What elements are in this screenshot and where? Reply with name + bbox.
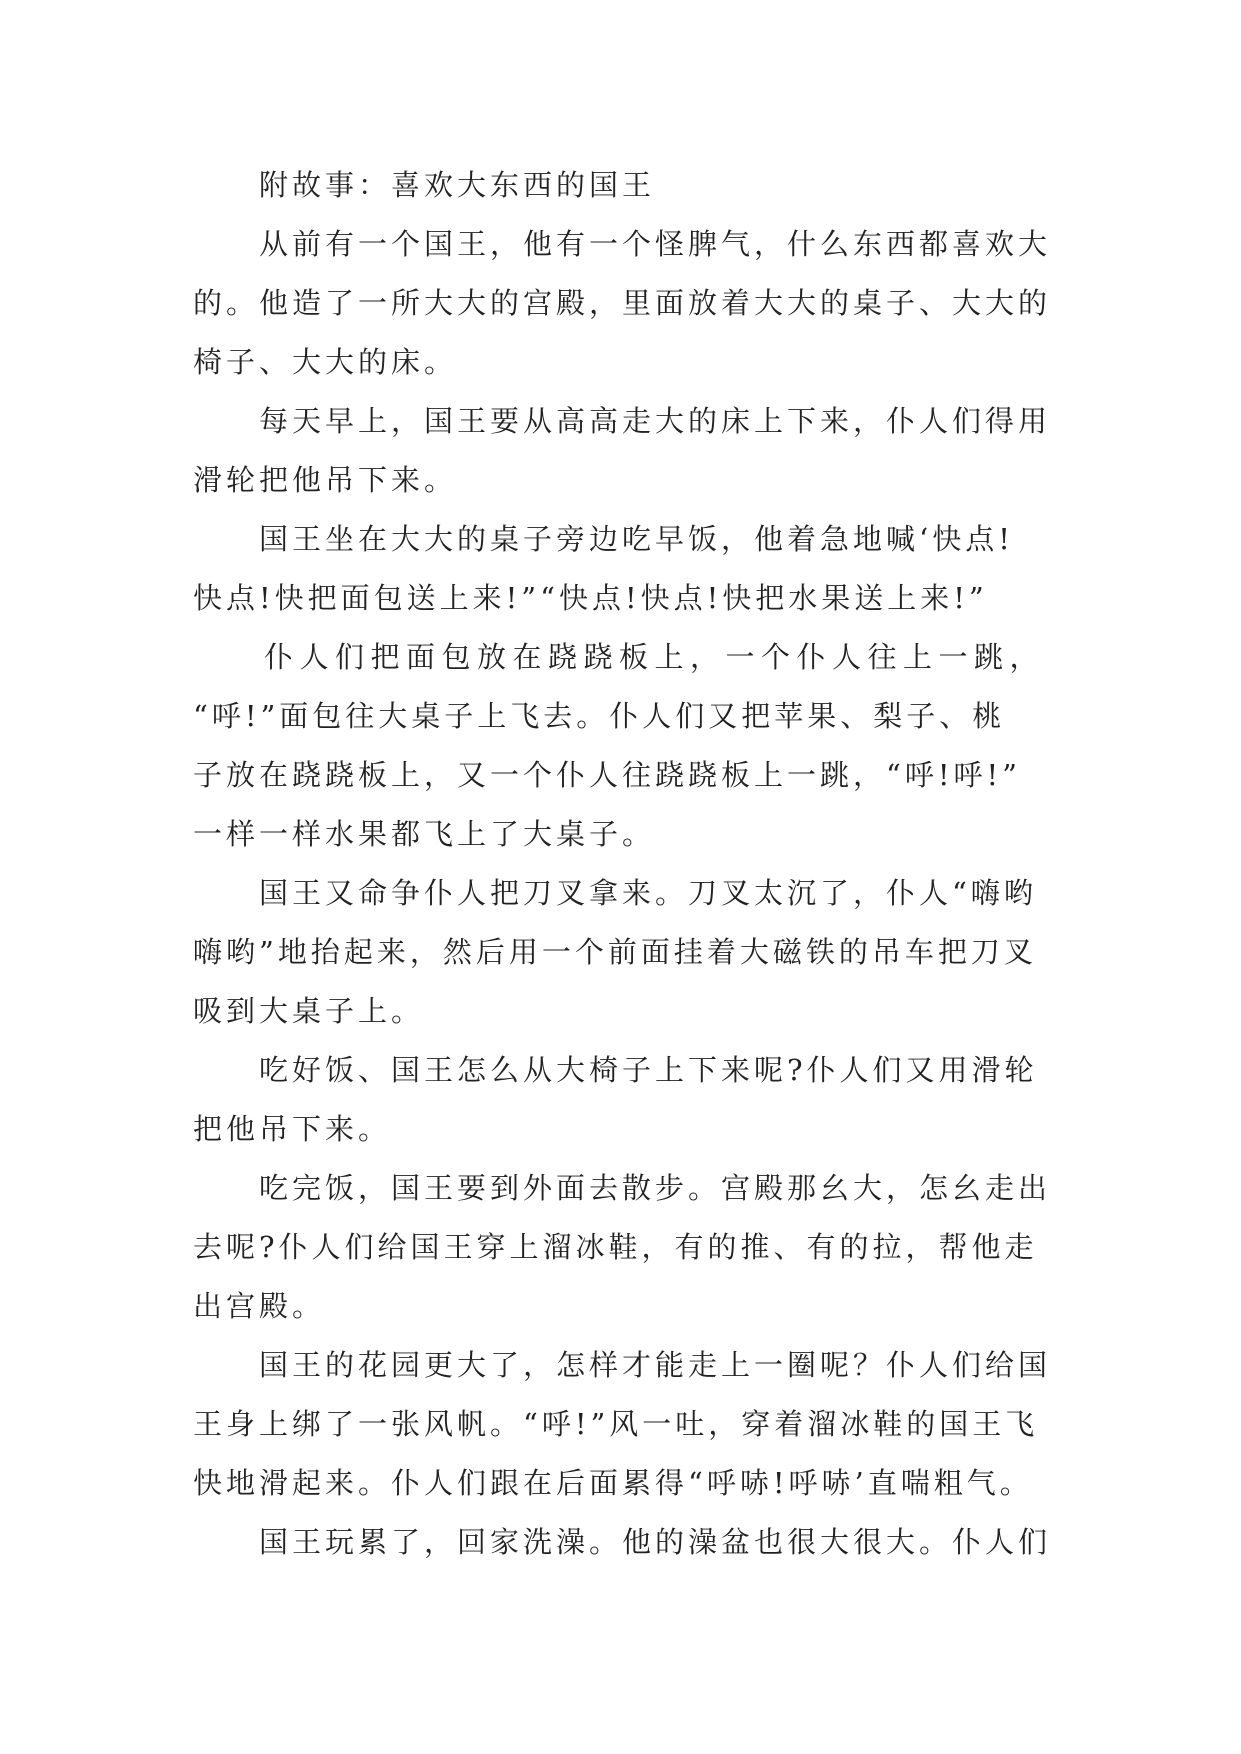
paragraph-line: 椅子、大大的床。 xyxy=(193,345,458,379)
paragraph-line: 吸到大桌子上。 xyxy=(193,994,425,1028)
paragraph-line: 吃好饭、国王怎么从大椅子上下来呢?仆人们又用滑轮 xyxy=(259,1053,1038,1087)
paragraph-line: 从前有一个国王，他有一个怪脾气，什么东西都喜欢大 xyxy=(259,227,1052,261)
document-body xyxy=(193,156,1193,1572)
paragraph xyxy=(193,215,1193,392)
story-title: 附故事：喜欢大东西的国王 xyxy=(259,168,656,202)
paragraph-line: 嗨哟”地抬起来，然后用一个前面挂着大磁铁的吊车把刀叉 xyxy=(193,935,1037,969)
paragraph-line: 国王坐在大大的桌子旁边吃早饭，他着急地喊‘快点! xyxy=(259,522,1014,556)
paragraph xyxy=(193,510,1193,628)
paragraph-line: 国王又命争仆人把刀叉拿来。刀叉太沉了，仆人“嗨哟 xyxy=(259,876,1037,910)
paragraph-line: 出宫殿。 xyxy=(193,1289,326,1323)
paragraph-line: 国王玩累了，回家洗澡。他的澡盆也很大很大。仆人们 xyxy=(259,1525,1052,1559)
paragraph xyxy=(193,628,1193,864)
paragraph xyxy=(193,1513,1193,1572)
paragraph-line: 滑轮把他吊下来。 xyxy=(193,463,458,497)
paragraph-line: 仆人们把面包放在跷跷板上，一个仆人往上一跳， xyxy=(264,640,1046,674)
paragraph-line: 一样一样水果都飞上了大桌子。 xyxy=(193,817,656,851)
paragraph-line: 快地滑起来。仆人们跟在后面累得“呼哧!呼哧’直喘粗气。 xyxy=(193,1466,1033,1500)
paragraph-line: 的。他造了一所大大的宫殿，里面放着大大的桌子、大大的 xyxy=(193,286,1052,320)
paragraph xyxy=(193,864,1193,1041)
paragraph xyxy=(193,1159,1193,1336)
paragraph-line: 王身上绑了一张风帆。“呼!”风一吐，穿着溜冰鞋的国王飞 xyxy=(193,1407,1039,1441)
paragraph-line: 快点!快把面包送上来!”“快点!快点!快把水果送上来!” xyxy=(193,581,988,615)
paragraph-line: 去呢?仆人们给国王穿上溜冰鞋，有的推、有的拉，帮他走 xyxy=(193,1230,1038,1264)
paragraph xyxy=(193,1336,1193,1513)
paragraph xyxy=(193,392,1193,510)
paragraph-line: 国王的花园更大了，怎样才能走上一圈呢？仆人们给国 xyxy=(259,1348,1052,1382)
paragraph-line: “呼!”面包往大桌子上飞去。仆人们又把苹果、梨子、桃 xyxy=(193,699,1006,733)
paragraph-line: 把他吊下来。 xyxy=(193,1112,392,1146)
paragraph-line: 吃完饭，国王要到外面去散步。宫殿那幺大，怎幺走出 xyxy=(259,1171,1052,1205)
paragraph-line: 子放在跷跷板上，又一个仆人往跷跷板上一跳，“呼!呼!” xyxy=(193,758,1021,792)
paragraph-line: 每天早上，国王要从高高走大的床上下来，仆人们得用 xyxy=(259,404,1052,438)
paragraph xyxy=(193,1041,1193,1159)
